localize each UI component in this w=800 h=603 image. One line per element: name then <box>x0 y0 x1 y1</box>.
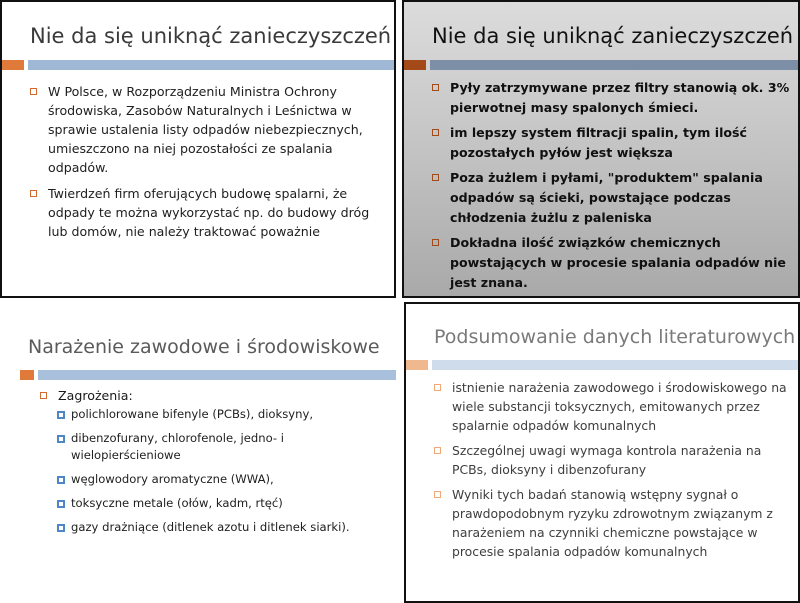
sub-bullet-item <box>57 471 387 488</box>
square-bullet-icon <box>40 392 47 399</box>
hazards-lead-text: Zagrożenia: <box>58 388 133 403</box>
square-bullet-icon <box>434 447 441 454</box>
accent-bar-orange <box>2 60 24 70</box>
bullet-text: Pyły zatrzymywane przez filtry stanowią ok. 3% pierwotnej masy spalonych śmieci. <box>450 80 790 115</box>
sub-bullet-item <box>57 495 387 512</box>
square-bullet-icon <box>432 239 439 246</box>
filled-square-bullet-icon <box>57 476 65 484</box>
slide-2-title-band <box>404 60 798 70</box>
slide-2-title: Nie da się uniknąć zanieczyszczeń <box>432 24 794 48</box>
square-bullet-icon <box>432 174 439 181</box>
slide-2 <box>402 0 800 298</box>
square-bullet-icon <box>434 384 441 391</box>
filled-square-bullet-icon <box>57 411 65 419</box>
slide-4-bullet-list <box>434 378 790 567</box>
bullet-item <box>432 168 792 228</box>
accent-bar-blue <box>38 370 396 380</box>
sub-bullet-text: dibenzofurany, chlorofenole, jedno- i wielopierścieniowe <box>71 431 284 462</box>
bullet-item <box>434 378 790 435</box>
slide-1-bullet-list <box>30 82 386 248</box>
slide-1-title-band <box>2 60 394 70</box>
bullet-text: W Polsce, w Rozporządzeniu Ministra Ochrony środowiska, Zasobów Naturalnych i Leśnictwa w sprawie ustalenia listy odpadów niebezpiecznych, umieszczono na niej pozostałości ze spalania odpadów. <box>48 84 363 175</box>
bullet-text: Wyniki tych badań stanowią wstępny sygnał o prawdopodobnym ryzyku zdrowotnym związanym z narażeniem na czynniki chemiczne powstające w procesie spalania odpadów komunalnych <box>452 487 773 559</box>
slide-4 <box>404 302 800 603</box>
slide-2-bullet-list <box>432 78 792 298</box>
slide-1-title: Nie da się uniknąć zanieczyszczeń <box>30 24 392 48</box>
bullet-item <box>434 441 790 479</box>
bullet-text: Poza żużlem i pyłami, "produktem" spalania odpadów są ścieki, powstające podczas chłodzenia żużlu z paleniska <box>450 170 763 225</box>
square-bullet-icon <box>432 84 439 91</box>
sub-bullet-text: gazy drażniące (ditlenek azotu i ditlenek siarki). <box>71 520 350 534</box>
filled-square-bullet-icon <box>57 500 65 508</box>
slide-4-title: Podsumowanie danych literaturowych <box>434 326 796 348</box>
sub-bullet-item <box>57 430 387 464</box>
bullet-item <box>30 82 386 177</box>
bullet-text: im lepszy system filtracji spalin, tym ilość pozostałych pyłów jest większa <box>450 125 748 160</box>
bullet-item <box>432 78 792 118</box>
bullet-item <box>30 184 386 241</box>
bullet-text: Szczególnej uwagi wymaga kontrola narażenia na PCBs, dioksyny i dibenzofurany <box>452 443 762 477</box>
slide-3 <box>0 302 398 603</box>
accent-bar-orange <box>406 360 428 370</box>
hazards-sub-list <box>57 406 387 543</box>
slide-1 <box>0 0 396 298</box>
sub-bullet-item <box>57 519 387 536</box>
accent-bar-blue <box>432 360 798 370</box>
slide-4-title-band <box>406 360 798 370</box>
square-bullet-icon <box>432 129 439 136</box>
sub-bullet-text: węglowodory aromatyczne (WWA), <box>71 472 274 486</box>
bullet-text: istnienie narażenia zawodowego i środowiskowego na wiele substancji toksycznych, emitowanych przez spalarnie odpadów komunalnych <box>452 380 787 433</box>
bullet-item <box>432 233 792 293</box>
bullet-item <box>432 123 792 163</box>
sub-bullet-item <box>57 406 387 423</box>
square-bullet-icon <box>434 491 441 498</box>
accent-bar-orange <box>404 60 426 70</box>
hazards-lead-item <box>40 386 133 406</box>
accent-bar-blue <box>28 60 394 70</box>
filled-square-bullet-icon <box>57 524 65 532</box>
square-bullet-icon <box>30 88 37 95</box>
accent-bar-orange <box>20 370 34 380</box>
sub-bullet-text: toksyczne metale (ołów, kadm, rtęć) <box>71 496 283 510</box>
slide-3-title: Narażenie zawodowe i środowiskowe <box>28 336 380 358</box>
sub-bullet-text: polichlorowane bifenyle (PCBs), dioksyny, <box>71 407 314 421</box>
square-bullet-icon <box>30 190 37 197</box>
slide-3-title-band <box>20 370 396 380</box>
bullet-text: Twierdzeń firm oferujących budowę spalarni, że odpady te można wykorzystać np. do budowy dróg lub domów, nie należy traktować poważnie <box>48 186 370 239</box>
accent-bar-blue <box>430 60 798 70</box>
bullet-item <box>434 485 790 561</box>
filled-square-bullet-icon <box>57 435 65 443</box>
bullet-text: Dokładna ilość związków chemicznych powstających w procesie spalania odpadów nie jest znana. <box>450 235 786 290</box>
